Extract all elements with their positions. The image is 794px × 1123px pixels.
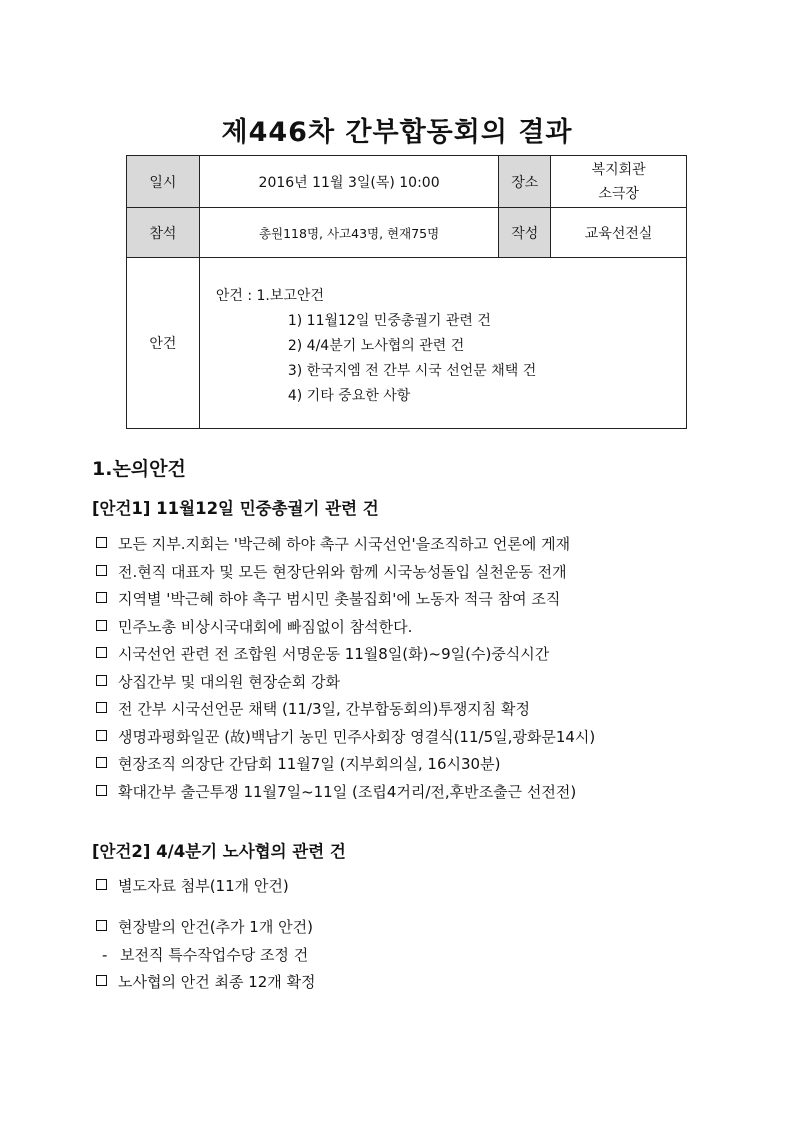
list-item-text: 현장조직 의장단 간담회 11월7일 (지부회의실, 16시30분) <box>118 755 501 773</box>
list-item-text: 생명과평화일꾼 (故)백남기 농민 민주사회장 영결식(11/5일,광화문14시) <box>118 727 596 746</box>
item2-bullet-group <box>96 914 316 997</box>
list-item-text: 상집간부 및 대의원 현장순회 강화 <box>118 672 340 691</box>
list-item <box>96 614 595 642</box>
item2-bullet-a <box>96 873 289 901</box>
agenda-item: 4) 기타 중요한 사항 <box>287 388 411 404</box>
item1-bullet-list <box>96 531 595 806</box>
list-item-text: 전 간부 시국선언문 채택 (11/3일, 간부합동회의)투쟁지침 확정 <box>118 700 531 718</box>
section1-heading: 1.논의안건 <box>92 458 186 480</box>
list-item <box>96 531 595 559</box>
checkbox-square-icon <box>96 675 107 686</box>
author-value: 교육선전실 <box>551 208 687 258</box>
checkbox-square-icon <box>96 757 107 768</box>
agenda-item: 2) 4/4분기 노사협의 관련 건 <box>287 338 465 354</box>
dash-symbol: - <box>102 945 108 964</box>
list-item <box>96 779 595 807</box>
list-item-text: 보전직 특수작업수당 조정 건 <box>120 945 309 964</box>
place-label: 장소 <box>499 156 551 208</box>
page-title: 제446차 간부합동회의 결과 <box>221 117 573 148</box>
agenda-cell <box>199 258 686 429</box>
agenda-heading: 안건 : 1.보고안건 <box>215 288 324 304</box>
agenda-label: 안건 <box>127 258 200 429</box>
list-item <box>96 696 595 724</box>
place-value-line2: 소극장 <box>598 185 639 202</box>
list-item-text: 전.현직 대표자 및 모든 현장단위와 함께 시국농성돌입 실천운동 전개 <box>118 562 567 581</box>
list-item-text: 모든 지부.지회는 '박근혜 하야 촉구 시국선언'을조직하고 언론에 게재 <box>118 535 571 553</box>
list-item <box>96 641 595 669</box>
checkbox-square-icon <box>96 730 107 741</box>
checkbox-square-icon <box>96 537 107 548</box>
agenda-box <box>200 258 686 409</box>
list-item-text: 확대간부 출근투쟁 11월7일~11일 (조립4거리/전,후반조출근 선전전) <box>118 782 577 801</box>
checkbox-square-icon <box>96 879 107 890</box>
checkbox-square-icon <box>96 702 107 713</box>
list-item <box>96 724 595 752</box>
list-item-text: 노사협의 안건 최종 12개 확정 <box>118 973 316 991</box>
checkbox-square-icon <box>96 785 107 796</box>
list-item-text: 시국선언 관련 전 조합원 서명운동 11월8일(화)~9일(수)중식시간 <box>118 645 550 663</box>
place-value <box>551 156 687 208</box>
checkbox-square-icon <box>96 920 107 931</box>
list-item-text: 지역별 '박근혜 하야 촉구 범시민 촛불집회'에 노동자 적극 참여 조직 <box>118 590 561 608</box>
date-label: 일시 <box>127 156 200 208</box>
agenda-item: 3) 한국지엠 전 간부 시국 선언문 채택 건 <box>287 363 537 379</box>
list-item <box>96 914 316 942</box>
agenda-item: 1) 11월12일 민중총궐기 관련 건 <box>287 313 491 329</box>
list-item <box>96 873 289 901</box>
date-value: 2016년 11월 3일(목) 10:00 <box>199 156 498 208</box>
item1-heading: [안건1] 11월12일 민중총궐기 관련 건 <box>92 499 379 518</box>
list-item <box>96 969 316 997</box>
author-label: 작성 <box>499 208 551 258</box>
list-item <box>96 559 595 587</box>
checkbox-square-icon <box>96 592 107 603</box>
place-value-line1: 복지회관 <box>591 161 646 178</box>
attendance-value: 총원118명, 사고43명, 현재75명 <box>199 208 498 258</box>
list-item-text: 현장발의 안건(추가 1개 안건) <box>118 918 313 936</box>
item2-heading: [안건2] 4/4분기 노사협의 관련 건 <box>92 842 346 861</box>
checkbox-square-icon <box>96 975 107 986</box>
list-item-text: 민주노총 비상시국대회에 빠짐없이 참석한다. <box>118 617 413 636</box>
checkbox-square-icon <box>96 620 107 631</box>
list-item <box>96 586 595 614</box>
list-item-text: 별도자료 첨부(11개 안건) <box>118 877 289 895</box>
list-item <box>96 942 316 970</box>
info-table <box>126 155 687 429</box>
checkbox-square-icon <box>96 565 107 576</box>
list-item <box>96 669 595 697</box>
list-item <box>96 751 595 779</box>
attendance-label: 참석 <box>127 208 200 258</box>
checkbox-square-icon <box>96 647 107 658</box>
